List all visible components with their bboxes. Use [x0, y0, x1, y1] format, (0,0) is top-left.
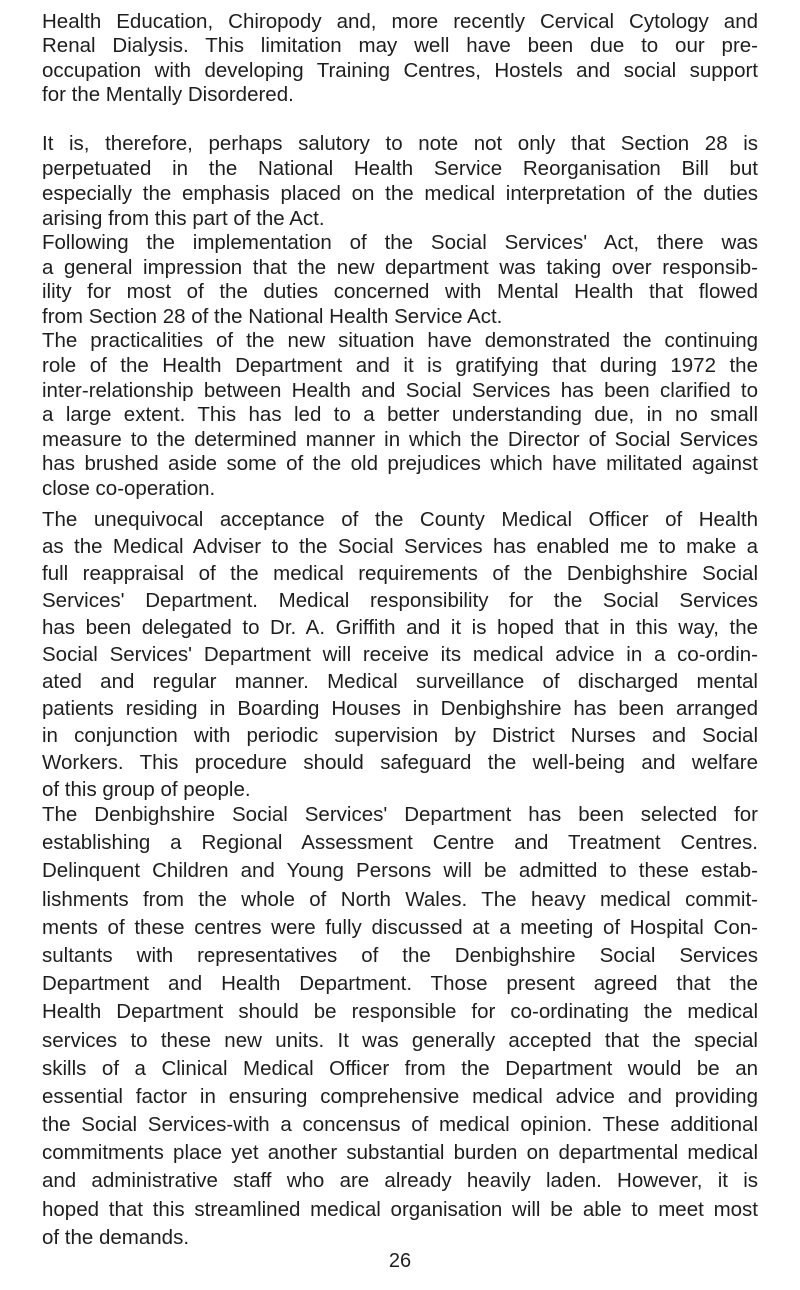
text-line: ility for most of the duties concerned with Mental Health that flowed: [42, 280, 758, 304]
text-line: measure to the determined manner in which the Director of Social Services: [42, 427, 758, 451]
text-line: sultants with representatives of the Denbighshire Social Services: [42, 943, 758, 967]
text-line: lishments from the whole of North Wales. The heavy medical commit-: [42, 887, 758, 911]
text-line: Delinquent Children and Young Persons will be admitted to these estab-: [42, 859, 758, 883]
text-line: commitments place yet another substantial burden on departmental medical: [42, 1141, 758, 1165]
text-line: Renal Dialysis. This limitation may well have been due to our pre-: [42, 34, 758, 58]
text-line: occupation with developing Training Centres, Hostels and social support: [42, 58, 758, 82]
paragraph: [42, 131, 758, 231]
text-line: Services' Department. Medical responsibility for the Social Services: [42, 589, 758, 612]
text-line: has been delegated to Dr. A. Griffith and it is hoped that in this way, the: [42, 616, 758, 639]
text-line: a general impression that the new department was taking over responsib-: [42, 255, 758, 279]
text-line: It is, therefore, perhaps salutory to note not only that Section 28 is: [42, 132, 758, 155]
text-line: Following the implementation of the Social Services' Act, there was: [42, 231, 758, 254]
text-line: skills of a Clinical Medical Officer from the Department would be an: [42, 1056, 758, 1080]
text-line: Department and Health Department. Those present agreed that the: [42, 972, 758, 996]
text-line: The unequivocal acceptance of the County Medical Officer of Health: [42, 508, 758, 531]
text-line: ated and regular manner. Medical surveillance of discharged mental: [42, 670, 758, 693]
text-line: inter-relationship between Health and Social Services has been clarified to: [42, 378, 758, 402]
paragraph: [42, 506, 758, 803]
text-line: Workers. This procedure should safeguard the well-being and welfare: [42, 751, 758, 774]
text-line: of this group of people.: [42, 778, 251, 801]
text-line: close co-operation.: [42, 476, 216, 500]
text-line: as the Medical Adviser to the Social Services has enabled me to make a: [42, 535, 758, 558]
text-line: for the Mentally Disordered.: [42, 83, 294, 107]
paragraph: [42, 10, 758, 108]
text-line: Health Education, Chiropody and, more recently Cervical Cytology and: [42, 10, 758, 33]
page-number: 26: [388, 1250, 412, 1272]
text-line: services to these new units. It was generally accepted that the special: [42, 1028, 758, 1052]
text-line: and administrative staff who are already heavily laden. However, it is: [42, 1169, 758, 1193]
text-line: ments of these centres were fully discussed at a meeting of Hospital Con-: [42, 915, 758, 939]
paragraph: [42, 231, 758, 502]
text-line: Social Services' Department will receive its medical advice in a co-ordin-: [42, 643, 758, 666]
text-line: essential factor in ensuring comprehensive medical advice and providing: [42, 1084, 758, 1108]
text-line: patients residing in Boarding Houses in Denbighshire has been arranged: [42, 697, 758, 720]
text-line: in conjunction with periodic supervision by District Nurses and Social: [42, 724, 758, 747]
text-line: full reappraisal of the medical requirements of the Denbighshire Social: [42, 562, 758, 585]
text-line: of the demands.: [42, 1225, 190, 1249]
text-line: Health Department should be responsible for co-ordinating the medical: [42, 1000, 758, 1024]
paragraph: [42, 801, 758, 1252]
text-line: perpetuated in the National Health Service Reorganisation Bill but: [42, 157, 758, 180]
text-line: establishing a Regional Assessment Centre and Treatment Centres.: [42, 831, 758, 855]
text-line: hoped that this streamlined medical organisation will be able to meet most: [42, 1197, 758, 1221]
text-line: has brushed aside some of the old prejudices which have militated against: [42, 452, 758, 476]
text-line: The practicalities of the new situation have demonstrated the continuing: [42, 329, 758, 353]
text-line: from Section 28 of the National Health Service Act.: [42, 304, 503, 328]
text-line: the Social Services-with a concensus of medical opinion. These additional: [42, 1113, 758, 1137]
text-line: The Denbighshire Social Services' Department has been selected for: [42, 803, 758, 826]
text-line: role of the Health Department and it is gratifying that during 1972 the: [42, 353, 758, 377]
text-line: especially the emphasis placed on the medical interpretation of the duties: [42, 182, 758, 205]
text-line: a large extent. This has led to a better understanding due, in no small: [42, 403, 758, 427]
text-line: arising from this part of the Act.: [42, 207, 325, 230]
